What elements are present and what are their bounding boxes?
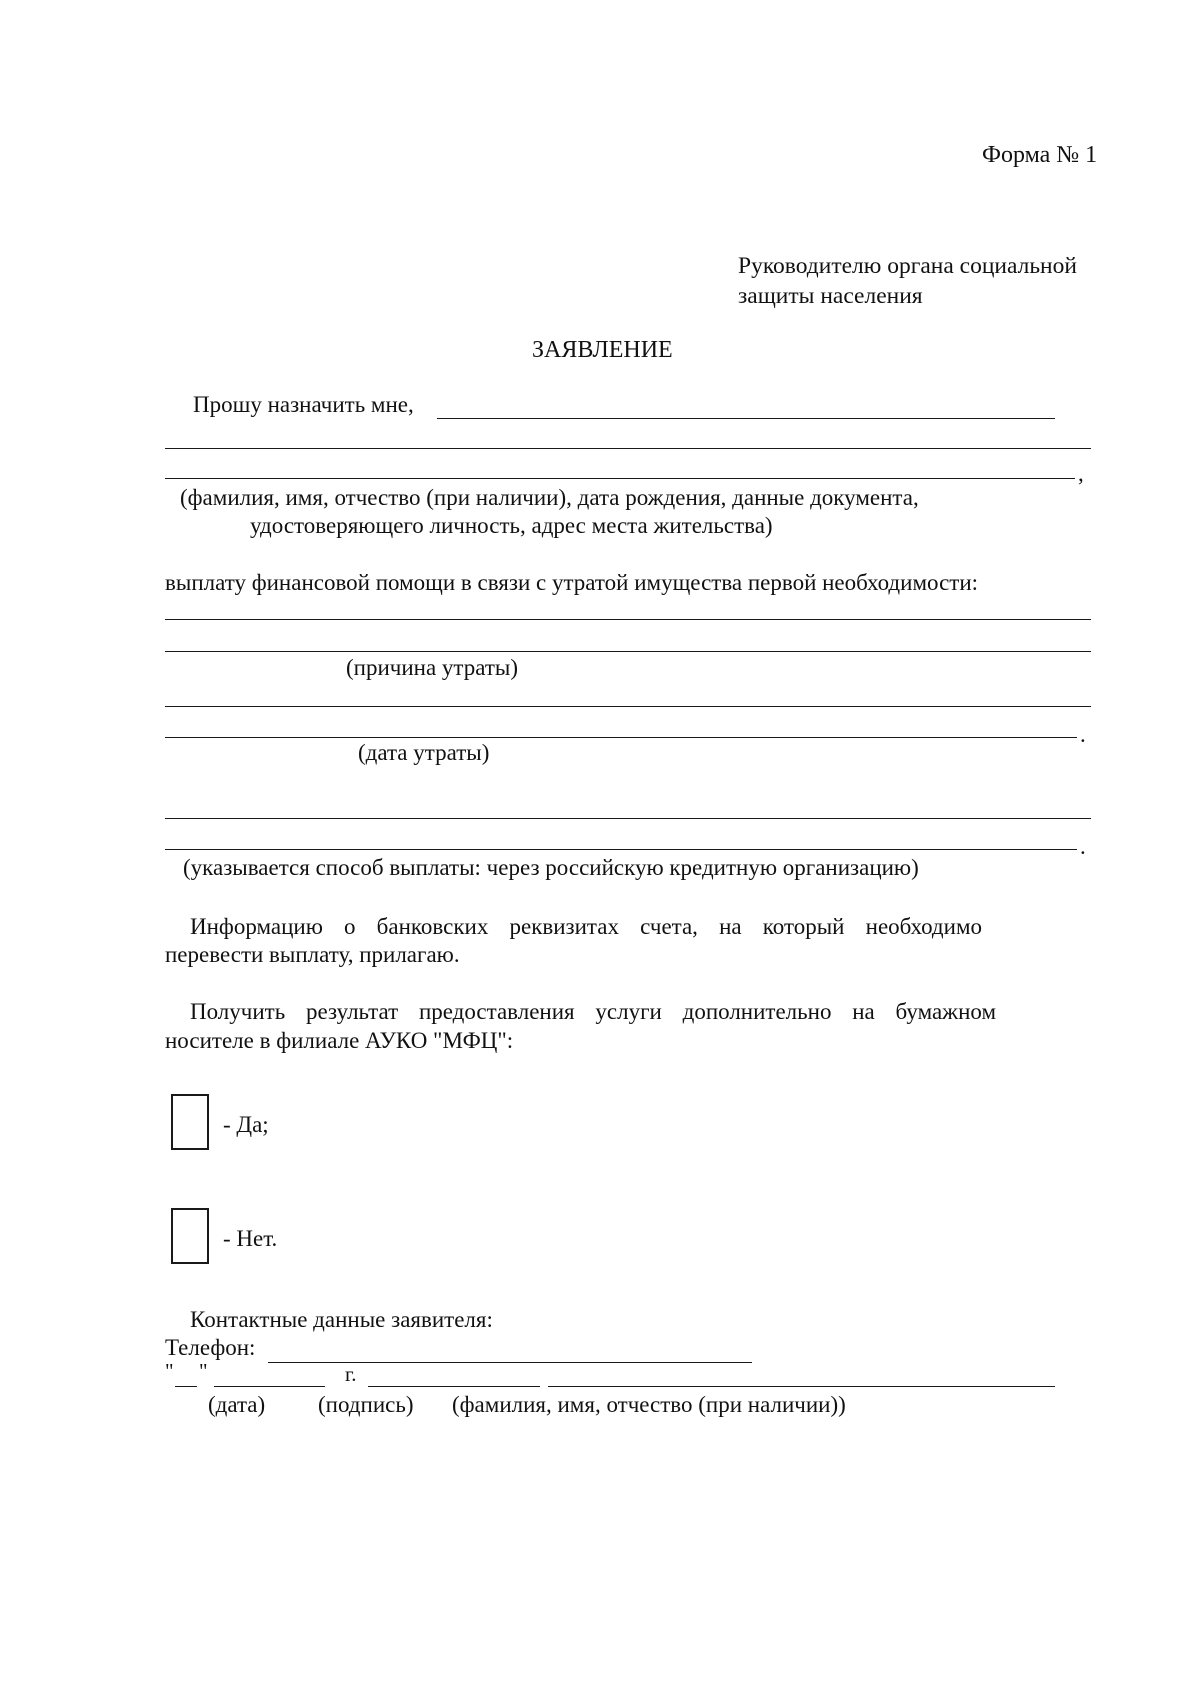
paper-result-line-1: Получить результат предоставления услуги дополнительно на бумажном	[190, 999, 996, 1024]
addressee-line-2: защиты населения	[738, 283, 923, 309]
phone-label: Телефон:	[165, 1335, 256, 1360]
yes-option-label: - Да;	[223, 1112, 269, 1137]
payment-method-field-1[interactable]	[165, 818, 1091, 819]
no-option-label: - Нет.	[223, 1226, 278, 1251]
date-caption: (дата)	[208, 1392, 266, 1417]
no-checkbox[interactable]	[171, 1208, 209, 1264]
phone-field[interactable]	[268, 1362, 752, 1363]
applicant-details-field-1[interactable]	[165, 448, 1091, 449]
request-prefix: Прошу назначить мне,	[193, 392, 414, 417]
form-number: Форма № 1	[982, 142, 1098, 168]
full-name-caption: (фамилия, имя, отчество (при наличии))	[452, 1392, 846, 1417]
loss-date-caption: (дата утраты)	[358, 740, 490, 765]
loss-reason-field-1[interactable]	[165, 619, 1091, 620]
applicant-caption-line-2: удостоверяющего личность, адрес места жительства)	[250, 513, 773, 538]
loss-reason-field-2[interactable]	[165, 651, 1091, 652]
applicant-name-field[interactable]	[437, 418, 1055, 419]
bank-info-line-1: Информацию о банковских реквизитах счета, на который необходимо	[190, 914, 982, 939]
payment-method-period: .	[1080, 834, 1086, 859]
bank-info-line-2: перевести выплату, прилагаю.	[165, 942, 460, 967]
loss-reason-caption: (причина утраты)	[346, 655, 519, 680]
date-quote-close: "	[199, 1359, 208, 1383]
addressee-line-1: Руководителю органа социальной	[738, 253, 1077, 279]
contacts-heading: Контактные данные заявителя:	[190, 1307, 493, 1332]
full-name-field[interactable]	[548, 1386, 1055, 1387]
loss-date-field-2[interactable]	[165, 737, 1077, 738]
signature-field[interactable]	[368, 1386, 540, 1387]
payment-method-field-2[interactable]	[165, 849, 1077, 850]
date-day-field[interactable]	[175, 1386, 197, 1387]
loss-date-period: .	[1080, 722, 1086, 747]
date-quote-open: "	[165, 1359, 174, 1383]
yes-checkbox[interactable]	[171, 1094, 209, 1150]
paper-result-line-2: носителе в филиале АУКО "МФЦ":	[165, 1028, 514, 1053]
applicant-caption-line-1: (фамилия, имя, отчество (при наличии), дата рождения, данные документа,	[180, 485, 919, 510]
applicant-details-field-2[interactable]	[165, 478, 1075, 479]
applicant-field-comma: ,	[1078, 461, 1084, 486]
payment-method-caption: (указывается способ выплаты: через российскую кредитную организацию)	[183, 855, 919, 880]
signature-caption: (подпись)	[318, 1392, 414, 1417]
date-month-field[interactable]	[214, 1386, 325, 1387]
loss-date-field-1[interactable]	[165, 706, 1091, 707]
year-suffix: г.	[345, 1362, 357, 1386]
document-title: ЗАЯВЛЕНИЕ	[532, 337, 673, 363]
payment-text: выплату финансовой помощи в связи с утратой имущества первой необходимости:	[165, 570, 979, 595]
